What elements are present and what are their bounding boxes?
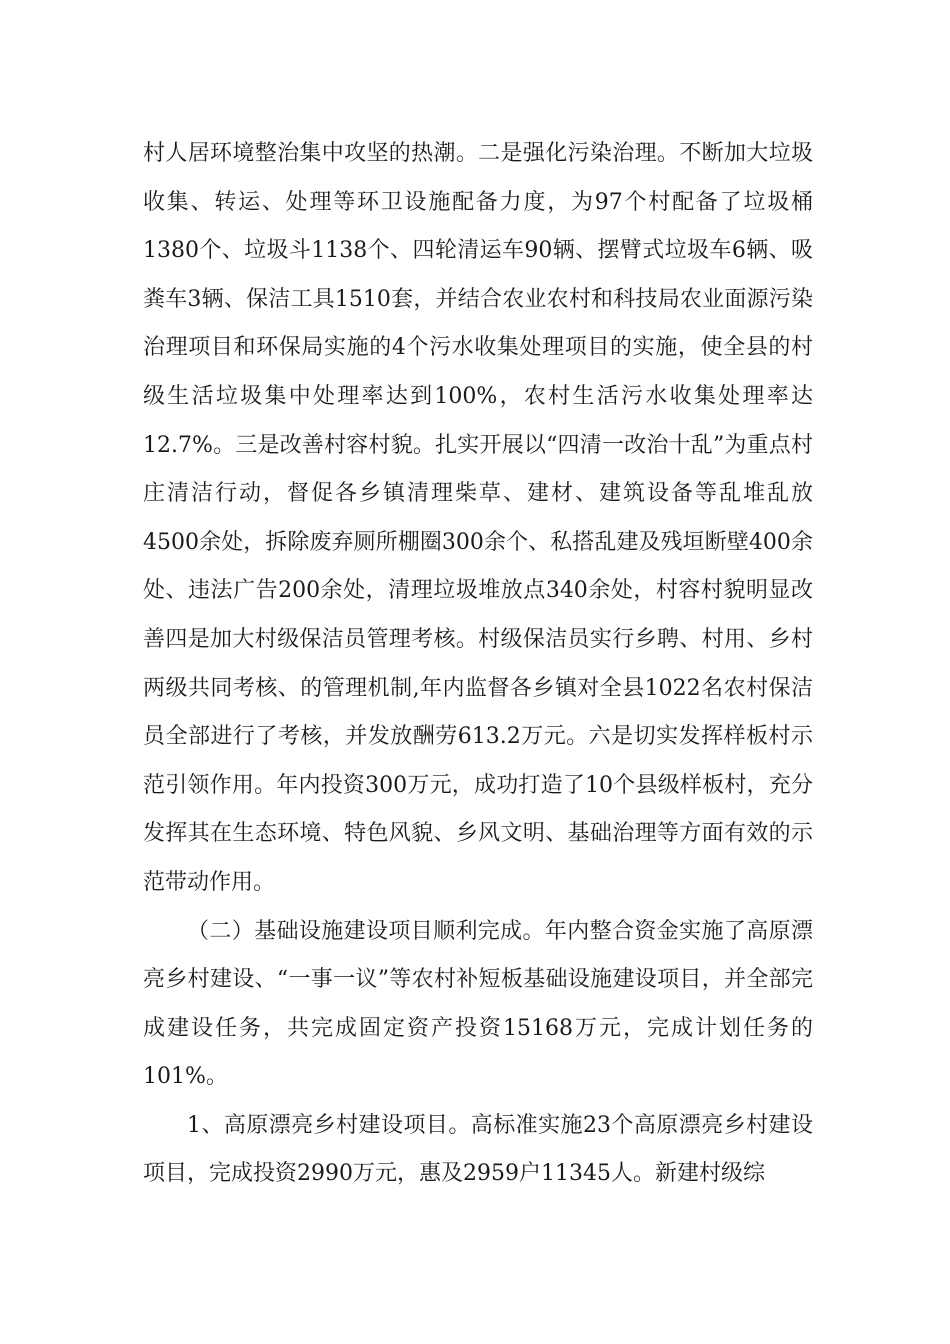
document-body bbox=[143, 130, 813, 1199]
paragraph-continued: 村人居环境整治集中攻坚的热潮。二是强化污染治理。不断加大垃圾收集、转运、处理等环卫设施配备力度，为97个村配备了垃圾桶1380个、垃圾斗1138个、四轮清运车90辆、摆臂式垃圾车6辆、吸粪车3辆、保洁工具1510套，并结合农业农村和科技局农业面源污染治理项目和环保局实施的4个污水收集处理项目的实施，使全县的村级生活垃圾集中处理率达到100%，农村生活污水收集处理率达12.7%。三是改善村容村貌。扎实开展以“四清一改治十乱”为重点村庄清洁行动，督促各乡镇清理柴草、建材、建筑设备等乱堆乱放4500余处，拆除废弃厕所棚圈300余个、私搭乱建及残垣断壁400余处、违法广告200余处，清理垃圾堆放点340余处，村容村貌明显改善四是加大村级保洁员管理考核。村级保洁员实行乡聘、村用、乡村两级共同考核、的管理机制,年内监督各乡镇对全县1022名农村保洁员全部进行了考核，并发放酬劳613.2万元。六是切实发挥样板村示范引领作用。年内投资300万元，成功打造了10个县级样板村，充分发挥其在生态环境、特色风貌、乡风文明、基础治理等方面有效的示范带动作用。 bbox=[143, 141, 814, 895]
paragraph-infrastructure: （二）基础设施建设项目顺利完成。年内整合资金实施了高原漂亮乡村建设、“一事一议”等农村补短板基础设施建设项目，并全部完成建设任务，共完成固定资产投资15168万元，完成计划任务的101%。 bbox=[143, 918, 813, 1090]
paragraph-plateau-village-project: 1、高原漂亮乡村建设项目。高标准实施23个高原漂亮乡村建设项目，完成投资2990万元，惠及2959户11345人。新建村级综 bbox=[143, 1112, 813, 1187]
